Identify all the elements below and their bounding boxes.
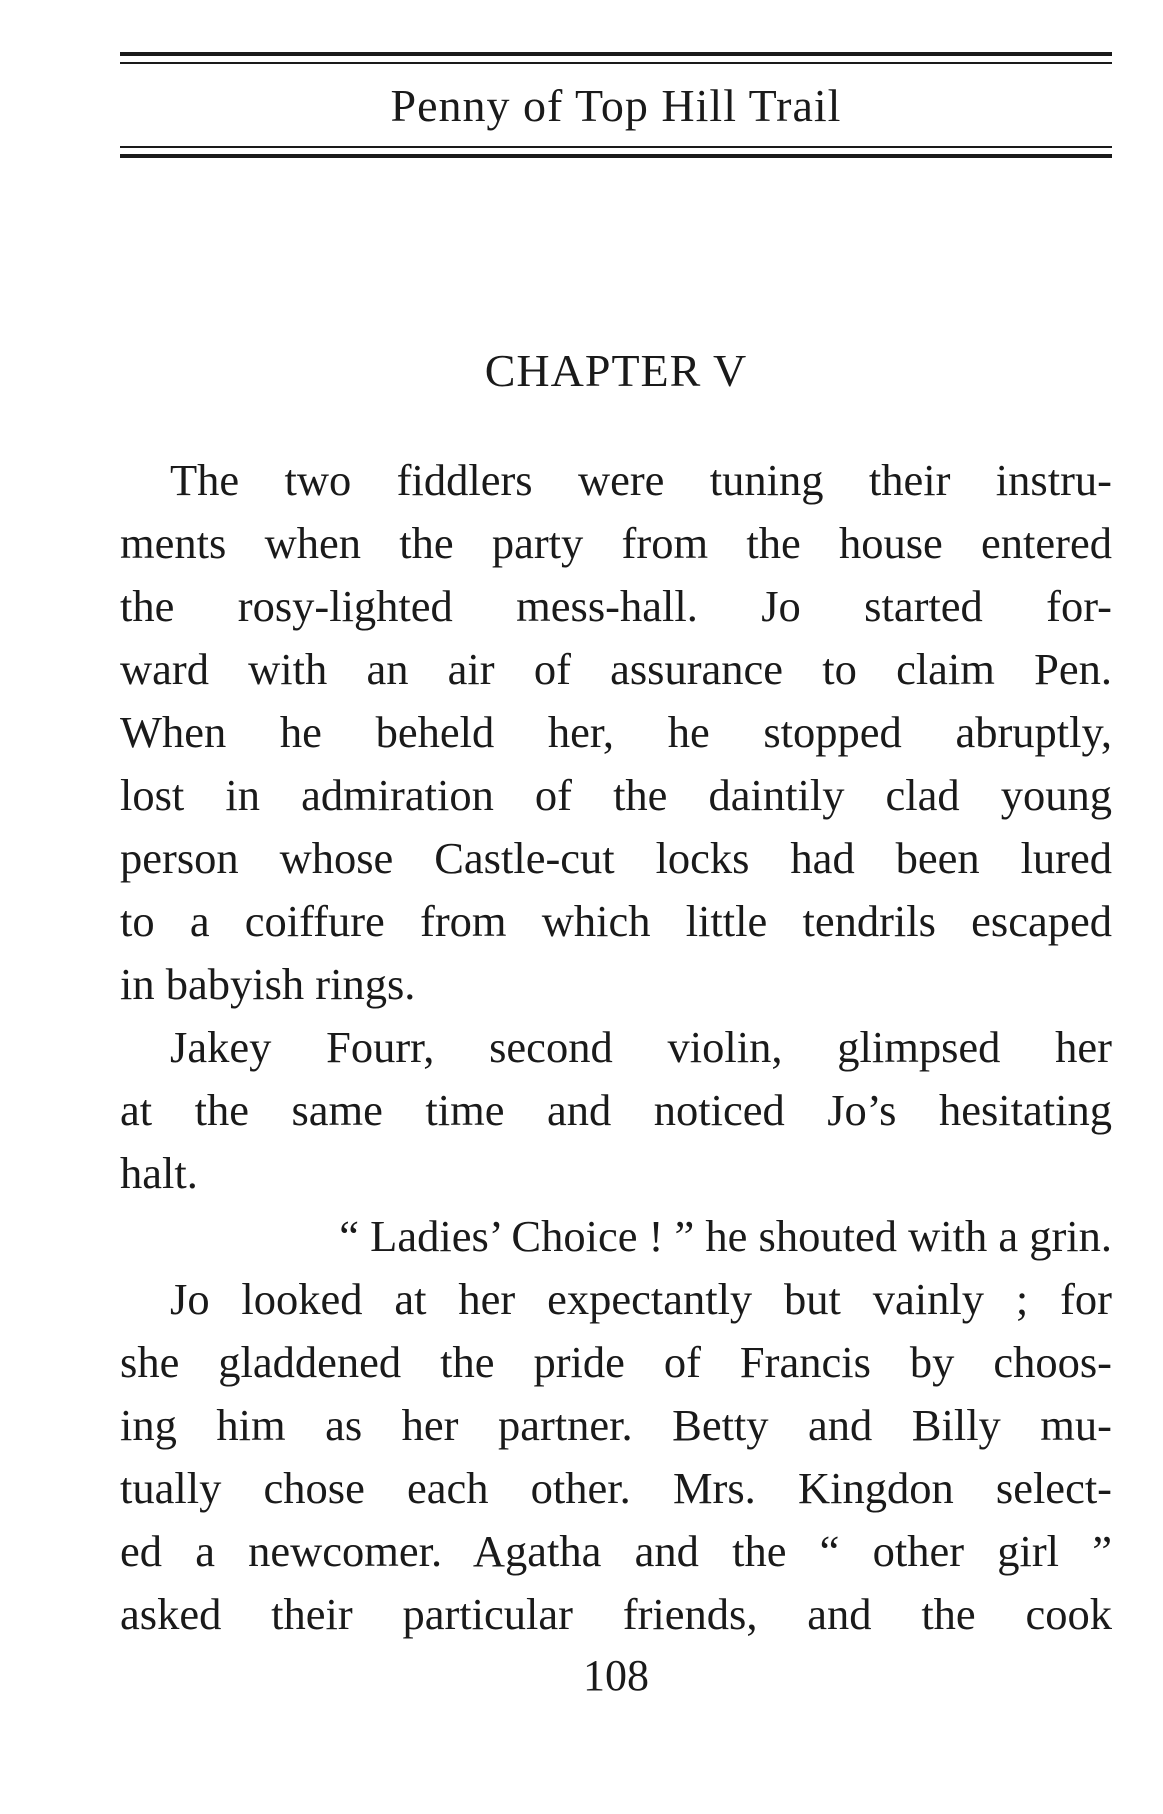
- text-line: person whose Castle-cut locks had been lured: [120, 833, 1112, 883]
- body-text: [120, 449, 1112, 1646]
- text-line: to a coiffure from which little tendrils escaped: [120, 896, 1112, 946]
- text-line: ing him as her partner. Betty and Billy mu-: [120, 1400, 1112, 1450]
- chapter-heading: CHAPTER V: [484, 345, 748, 396]
- text-line: The two fiddlers were tuning their instru-: [170, 455, 1112, 505]
- text-line: the rosy-lighted mess-hall. Jo started for-: [120, 581, 1112, 631]
- text-line: in babyish rings.: [120, 959, 416, 1009]
- text-line: at the same time and noticed Jo’s hesitating: [120, 1085, 1112, 1135]
- running-title: Penny of Top Hill Trail: [390, 80, 842, 131]
- header-rule-bottom-thin: [120, 146, 1112, 148]
- text-line: she gladdened the pride of Francis by choos-: [120, 1337, 1112, 1387]
- text-line: ward with an air of assurance to claim Pen.: [120, 644, 1112, 694]
- text-line: Jakey Fourr, second violin, glimpsed her: [170, 1022, 1112, 1072]
- text-line: halt.: [120, 1148, 198, 1198]
- page-number: 108: [583, 1651, 649, 1700]
- text-line: asked their particular friends, and the cook: [120, 1589, 1112, 1639]
- text-line: Jo looked at her expectantly but vainly ; for: [170, 1274, 1112, 1324]
- header-rule-bottom-thick: [120, 154, 1112, 158]
- text-line: tually chose each other. Mrs. Kingdon select-: [120, 1463, 1112, 1513]
- text-line: When he beheld her, he stopped abruptly,: [120, 707, 1112, 757]
- text-line: “ Ladies’ Choice ! ” he shouted with a grin.: [339, 1211, 1112, 1261]
- header-rule-top-thick: [120, 52, 1112, 56]
- text-line: ed a newcomer. Agatha and the “ other girl ”: [120, 1526, 1112, 1576]
- text-line: lost in admiration of the daintily clad young: [120, 770, 1112, 820]
- text-line: ments when the party from the house entered: [120, 518, 1112, 568]
- header-rule-top-thin: [120, 62, 1112, 64]
